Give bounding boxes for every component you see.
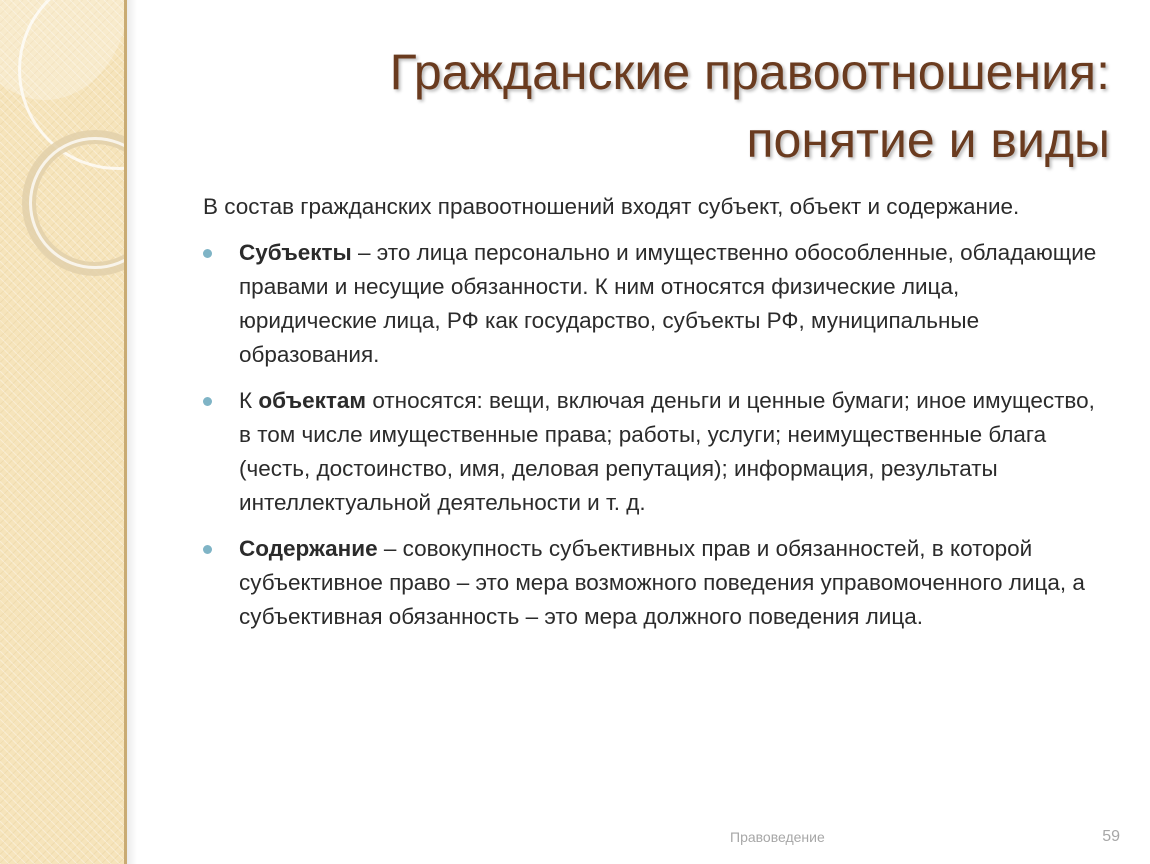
slide-title-line2: понятие и виды xyxy=(746,112,1110,168)
bullet-text: относятся: вещи, включая деньги и ценные бумаги; иное имущество, в том числе имущественные права; работы, услуги; неимущественные блага (честь, достоинство, имя, деловая репутация); информация, результаты интеллектуальной деятельности и т. д. xyxy=(239,388,1095,515)
bullet-item-content xyxy=(203,532,1103,634)
side-band-shadow xyxy=(127,0,137,864)
bullet-text: – это лица персонально и имущественно обособленные, обладающие правами и несущие обязанности. К ним относятся физические лица, юридические лица, РФ как государство, субъекты РФ, муниципальные образования. xyxy=(239,240,1097,367)
page-number: 59 xyxy=(1102,828,1120,845)
bullet-item-subjects xyxy=(203,236,1103,372)
footer-text: Правоведение xyxy=(730,829,825,845)
bullet-dot-icon xyxy=(203,545,212,554)
intro-paragraph: В состав гражданских правоотношений входят субъект, объект и содержание. xyxy=(203,194,1020,219)
bullet-item-objects xyxy=(203,384,1103,520)
bullet-text: – совокупность субъективных прав и обязанностей, в которой субъективное право – это мера возможного поведения управомоченного лица, а субъективная обязанность – это мера должного поведения лица. xyxy=(239,536,1085,629)
slide-title-line1: Гражданские правоотношения: xyxy=(389,44,1110,100)
decorative-side-band xyxy=(0,0,127,864)
bullet-dot-icon xyxy=(203,397,212,406)
bullet-prefix: К xyxy=(239,388,259,413)
bullet-dot-icon xyxy=(203,249,212,258)
bullet-term: Содержание xyxy=(239,536,378,561)
bullet-term: объектам xyxy=(258,388,367,413)
slide-title xyxy=(210,38,1110,174)
bullet-term: Субъекты xyxy=(239,240,352,265)
slide-body xyxy=(203,190,1103,646)
